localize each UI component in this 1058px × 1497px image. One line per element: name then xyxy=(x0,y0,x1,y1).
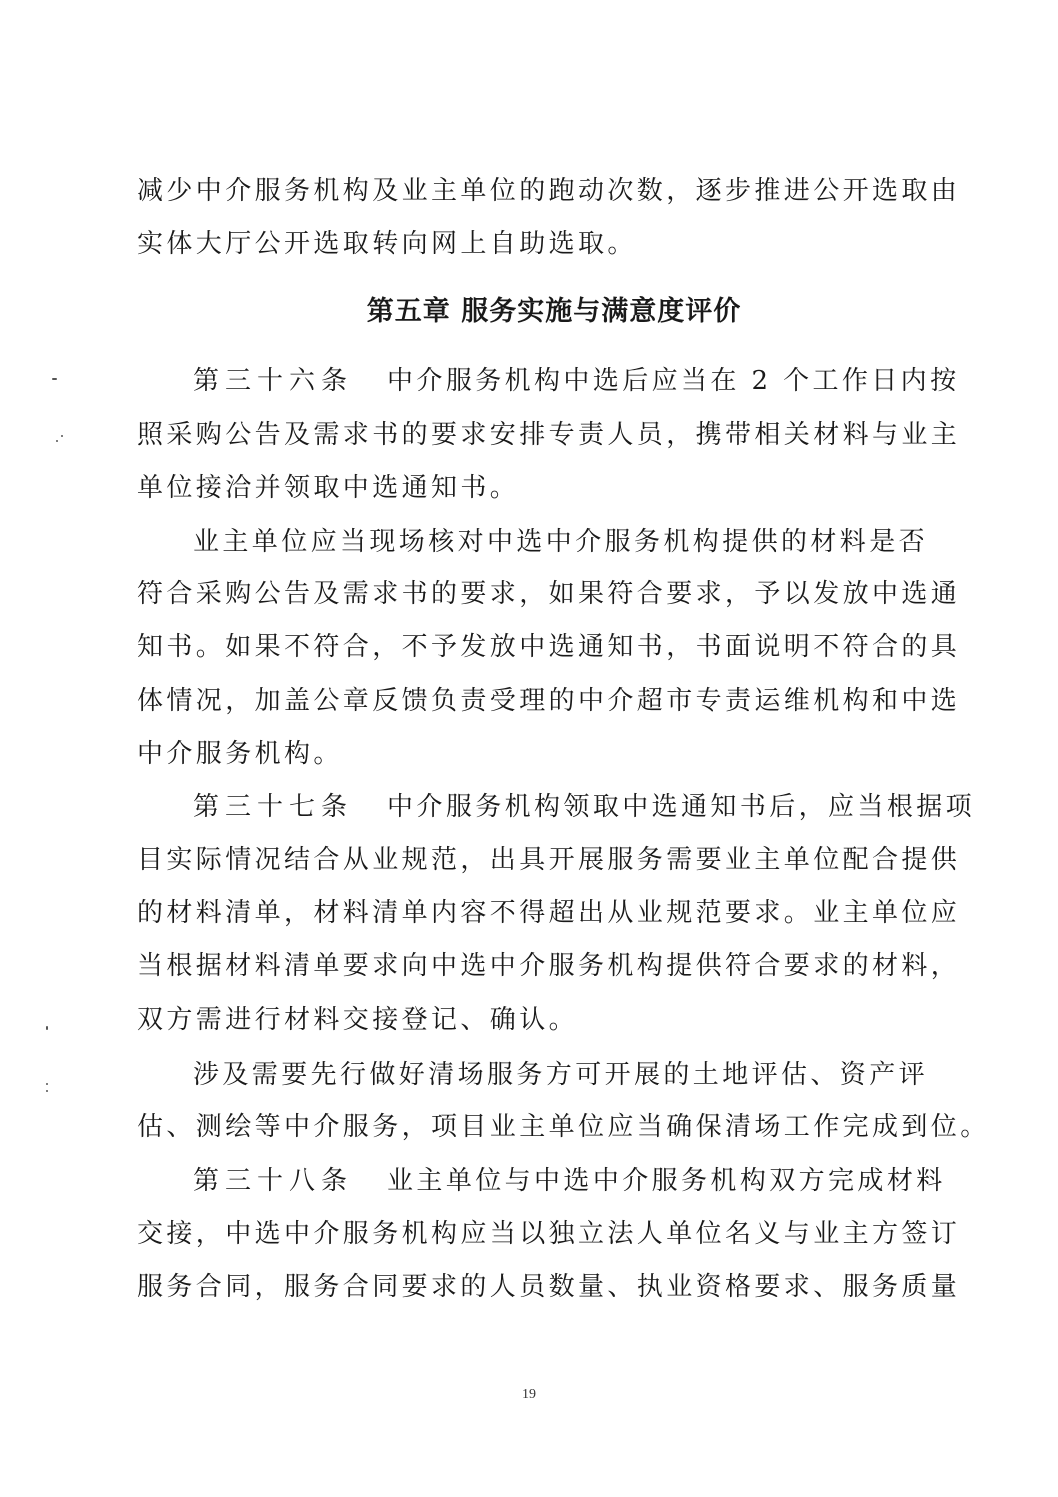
body-text-line: 中介服务机构。 xyxy=(137,739,343,769)
article-37-text: 中介服务机构领取中选通知书后，应当根据项 xyxy=(387,792,976,822)
body-text-line: 双方需进行材料交接登记、确认。 xyxy=(137,1005,579,1035)
body-text-line: 当根据材料清单要求向中选中介服务机构提供符合要求的材料， xyxy=(137,951,961,981)
article-38-text: 业主单位与中选中介服务机构双方完成材料 xyxy=(387,1166,946,1196)
article-36-line xyxy=(193,366,960,396)
scan-speck xyxy=(46,1026,48,1030)
body-text-line: 知书。如果不符合，不予发放中选通知书，书面说明不符合的具 xyxy=(137,632,961,662)
body-text-line: 单位接洽并领取中选通知书。 xyxy=(137,473,520,503)
body-text-line: 减少中介服务机构及业主单位的跑动次数，逐步推进公开选取由 xyxy=(137,176,961,206)
article-36-text: 中介服务机构中选后应当在 2 个工作日内按 xyxy=(387,366,960,396)
scan-speck xyxy=(52,378,57,380)
body-text-line: 估、测绘等中介服务，项目业主单位应当确保清场工作完成到位。 xyxy=(137,1112,990,1142)
body-text-line: 交接，中选中介服务机构应当以独立法人单位名义与业主方签订 xyxy=(137,1219,961,1249)
scan-speck xyxy=(56,440,58,442)
article-37-label: 第三十七条 xyxy=(193,792,354,822)
body-text-line: 服务合同，服务合同要求的人员数量、执业资格要求、服务质量 xyxy=(137,1272,961,1302)
article-38-label: 第三十八条 xyxy=(193,1166,354,1196)
body-text-line: 符合采购公告及需求书的要求，如果符合要求，予以发放中选通 xyxy=(137,579,961,609)
scan-speck xyxy=(61,435,63,437)
body-text-line: 照采购公告及需求书的要求安排专责人员，携带相关材料与业主 xyxy=(137,420,961,450)
chapter-heading: 第五章 服务实施与满意度评价 xyxy=(366,296,742,327)
article-36-label: 第三十六条 xyxy=(193,366,354,396)
body-text-line: 体情况，加盖公章反馈负责受理的中介超市专责运维机构和中选 xyxy=(137,686,961,716)
body-text-line: 业主单位应当现场核对中选中介服务机构提供的材料是否 xyxy=(193,527,929,557)
article-37-line xyxy=(193,792,976,822)
body-text-line: 涉及需要先行做好清场服务方可开展的土地评估、资产评 xyxy=(193,1060,929,1090)
article-38-line xyxy=(193,1166,946,1196)
body-text-line: 的材料清单，材料清单内容不得超出从业规范要求。业主单位应 xyxy=(137,898,961,928)
page-number: 19 xyxy=(522,1387,536,1402)
scan-speck xyxy=(46,1083,48,1085)
body-text-line: 目实际情况结合从业规范，出具开展服务需要业主单位配合提供 xyxy=(137,845,961,875)
body-text-line: 实体大厅公开选取转向网上自助选取。 xyxy=(137,229,637,259)
scan-speck xyxy=(46,1090,48,1092)
